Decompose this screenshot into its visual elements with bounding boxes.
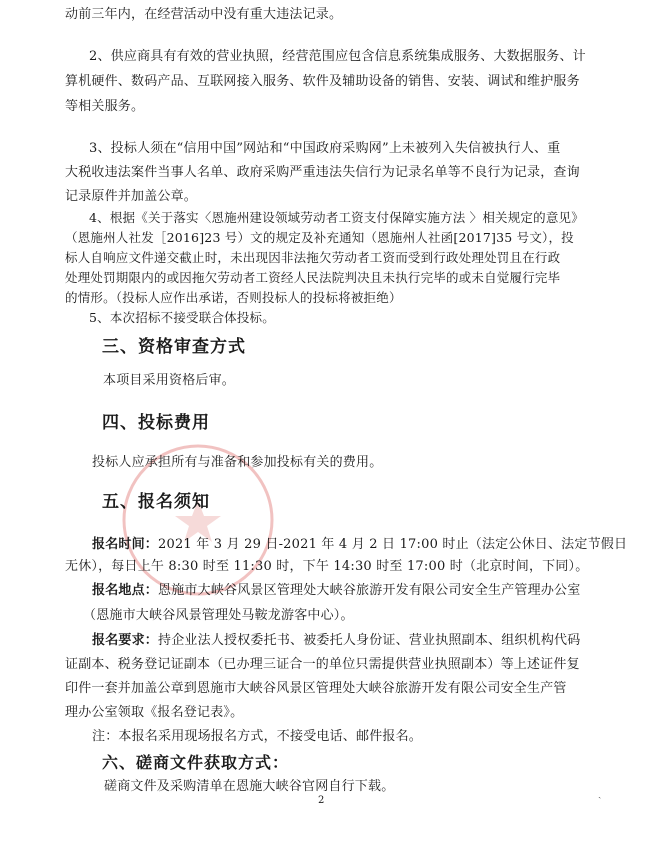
section-heading: 五、报名须知 xyxy=(102,492,210,512)
text-line: 处理处罚期限内的或因拖欠劳动者工资经人民法院判决且未执行完毕的或未自觉履行完毕 xyxy=(65,270,561,285)
section-heading: 四、投标费用 xyxy=(102,413,210,433)
text-line: 大税收违法案件当事人名单、政府采购严重违法失信行为记录名单等不良行为记录，查询 xyxy=(65,165,580,180)
corner-mark: ˎ xyxy=(598,788,602,799)
section-heading: 六、磋商文件获取方式： xyxy=(102,753,290,772)
text-line: 4、根据《关于落实〈恩施州建设领域劳动者工资支付保障实施方法 〉相关规定的意见》 xyxy=(89,210,584,225)
text-line: （恩施州人社发［2016]23 号）文的规定及补充通知（恩施州人社函[2017]35 号文），投 xyxy=(65,230,574,245)
label-registration-time: 报名时间： xyxy=(92,537,159,552)
text-line: 等相关服务。 xyxy=(65,99,145,114)
text-line xyxy=(92,580,580,602)
text-line: 理办公室领取《报名登记表》。 xyxy=(65,705,244,720)
page-number: 2 xyxy=(318,795,325,806)
label-registration-requirements: 报名要求： xyxy=(92,633,159,648)
text-line: 3、投标人须在“信用中国”网站和“中国政府采购网”上未被列入失信被执行人、重 xyxy=(89,141,561,156)
text-line: 本项目采用资格后审。 xyxy=(103,373,236,388)
text-line xyxy=(92,630,580,652)
label-registration-location: 报名地点： xyxy=(92,583,159,598)
text-line: （恩施市大峡谷风景管理处马鞍龙游客中心）。 xyxy=(83,608,354,623)
text-line xyxy=(92,534,627,556)
text-line: 印件一套并加盖公章到恩施市大峡谷风景区管理处大峡谷旅游开发有限公司安全生产管 xyxy=(65,681,567,696)
text-line: 无休），每日上午 8:30 时至 11:30 时，下午 14:30 时至 17:00 时（北京时间，下同）。 xyxy=(65,559,589,574)
text-line: 证副本、税务登记证副本（已办理三证合一的单位只需提供营业执照副本）等上述证件复 xyxy=(65,657,580,672)
text-line: 5、本次招标不接受联合体投标。 xyxy=(89,310,275,325)
text-line: 算机硬件、数码产品、互联网接入服务、软件及辅助设备的销售、安装、调试和维护服务 xyxy=(65,74,580,89)
text-line: 投标人应承担所有与准备和参加投标有关的费用。 xyxy=(92,455,383,470)
text-line: 记录原件并加盖公章。 xyxy=(65,189,198,204)
registration-requirements-value: 持企业法人授权委托书、被委托人身份证、营业执照副本、组织机构代码 xyxy=(158,633,581,648)
text-line: 磋商文件及采购清单在恩施大峡谷官网自行下载。 xyxy=(104,779,395,794)
text-line: 2、供应商具有有效的营业执照，经营范围应包含信息系统集成服务、大数据服务、计 xyxy=(89,49,586,64)
registration-time-value: 2021 年 3 月 29 日-2021 年 4 月 2 日 17:00 时止（法定公休日、法定节假日 xyxy=(158,537,628,552)
text-line: 动前三年内，在经营活动中没有重大违法记录。 xyxy=(65,7,343,22)
registration-location-value: 恩施市大峡谷风景区管理处大峡谷旅游开发有限公司安全生产管理办公室 xyxy=(158,583,581,598)
text-line: 标人自响应文件递交截止时，未出现因非法拖欠劳动者工资而受到行政处理处罚且在行政 xyxy=(65,250,561,265)
text-line: 的情形。（投标人应作出承诺，否则投标人的投标将被拒绝） xyxy=(65,290,402,305)
note-line: 注：本报名采用现场报名方式，不接受电话、邮件报名。 xyxy=(92,729,423,744)
section-heading: 三、资格审查方式 xyxy=(102,337,246,357)
